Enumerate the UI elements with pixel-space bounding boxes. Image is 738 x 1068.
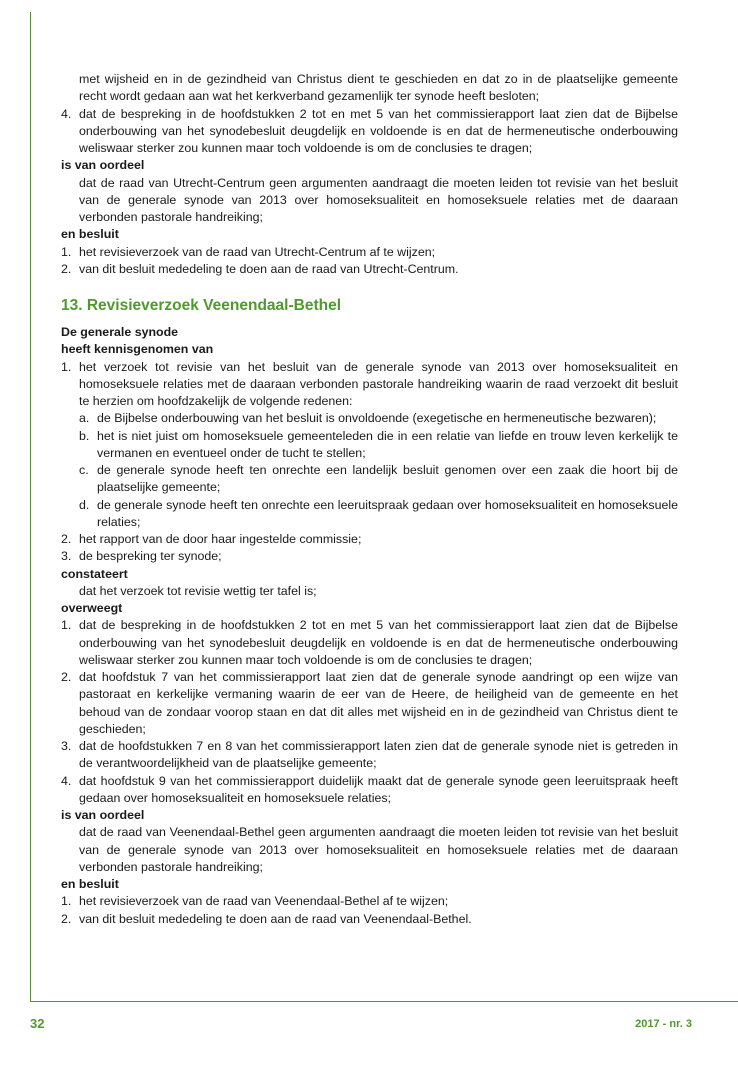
list-text: van dit besluit mededeling te doen aan de raad van Veenendaal-Bethel. — [79, 911, 472, 926]
list-text: dat de hoofdstukken 7 en 8 van het commissierapport laten zien dat de generale synode niet is getreden in de verantwoordelijkheid van de plaatselijke gemeente; — [79, 739, 678, 771]
continuation-text: met wijsheid en in de gezindheid van Christus dient te geschieden en dat zo in de plaatselijke gemeente recht wordt gedaan aan wat het kerkverband gezamenlijk ter synode heeft besloten; — [79, 72, 678, 104]
list-number: 4. — [61, 773, 72, 788]
sub-list-letter: c. — [79, 463, 89, 477]
sub-list-text: de Bijbelse onderbouwing van het besluit is onvoldoende (exegetische en hermeneutische bezwaren); — [97, 411, 657, 426]
list-text: van dit besluit mededeling te doen aan de raad van Utrecht-Centrum. — [79, 261, 459, 276]
list-number: 2. — [61, 911, 72, 926]
besluit-label: en besluit — [61, 227, 119, 242]
issue-label: 2017 - nr. 3 — [635, 1018, 692, 1030]
list-item — [61, 669, 678, 738]
margin-rule-horizontal — [30, 1001, 738, 1002]
section-heading: 13. Revisieverzoek Veenendaal-Bethel — [61, 297, 342, 314]
list-number: 2. — [61, 261, 72, 276]
list-text: het verzoek tot revisie van het besluit van de generale synode van 2013 over homoseksualiteit en homoseksuele relaties met de daaraan verbonden pastorale handreiking waarin de raad verzoekt dit besluit te herzien om hoofdzakelijk de volgende redenen: — [79, 359, 678, 408]
overweegt-label: overweegt — [61, 601, 123, 615]
constateert-text: dat het verzoek tot revisie wettig ter tafel is; — [79, 583, 317, 598]
list-text: het rapport van de door haar ingestelde commissie; — [79, 532, 362, 546]
list-item — [61, 911, 678, 928]
page-number: 32 — [30, 1016, 45, 1031]
sub-list-text: de generale synode heeft ten onrechte een leeruitspraak gedaan over homoseksualiteit en homoseksuele relaties; — [97, 497, 678, 529]
list-number: 4. — [61, 106, 72, 121]
sub-list-text: het is niet juist om homoseksuele gemeenteleden die in een relatie van liefde en trouw leven kerkelijk te vermanen en eventueel onder de tucht te stellen; — [97, 428, 678, 460]
list-item — [61, 893, 678, 910]
sub-list-letter: a. — [79, 411, 90, 426]
list-number: 3. — [61, 549, 72, 564]
sub-list-item — [61, 428, 678, 463]
sub-list-letter: b. — [79, 428, 90, 443]
list-text: het revisieverzoek van de raad van Utrecht-Centrum af te wijzen; — [79, 244, 436, 259]
list-number: 1. — [61, 618, 72, 633]
list-item — [61, 617, 678, 669]
kennisgenomen-label: heeft kennisgenomen van — [61, 342, 214, 357]
sub-list-text: de generale synode heeft ten onrechte een landelijk besluit genomen over een zaak die hoort bij de plaatselijke gemeente; — [97, 463, 678, 495]
list-text: dat de bespreking in de hoofdstukken 2 tot en met 5 van het commissierapport laat zien dat de Bijbelse onderbouwing van het synodebesluit deugdelijk en voldoende is en dat de hermeneutische onderbouwing weliswaar sterker zou kunnen maar toch voldoende is om de conclusies te dragen; — [79, 106, 678, 155]
list-number: 2. — [61, 532, 72, 546]
list-item — [61, 548, 678, 565]
list-item — [61, 773, 678, 808]
margin-rule-vertical — [30, 12, 31, 1001]
oordeel-text: dat de raad van Veenendaal-Bethel geen argumenten aandraagt die moeten leiden tot revisie van het besluit van de generale synode van 2013 over homoseksualiteit en homoseksuele relaties met de daaraan verbonden pastorale handreiking; — [79, 825, 678, 874]
list-number: 1. — [61, 359, 72, 374]
list-text: de bespreking ter synode; — [79, 549, 222, 564]
list-text: dat de bespreking in de hoofdstukken 2 tot en met 5 van het commissierapport laat zien dat de Bijbelse onderbouwing van het synodebesluit deugdelijk en voldoende is en dat de hermeneutische onderbouwing weliswaar sterker zou kunnen maar toch voldoende is om de conclusies te dragen; — [79, 618, 678, 667]
sub-list-letter: d. — [79, 497, 90, 512]
sub-list-item — [61, 410, 678, 427]
list-text: dat hoofdstuk 7 van het commissierapport laat zien dat de generale synode aandringt op een wijze van pastoraat en kerkelijke vermaning waarin de eer van de Heere, de heiligheid van de gemeente en het behoud van de zondaar voorop staan en dat dit alles met wijsheid en in de gezindheid van Christus dient te geschieden; — [79, 670, 678, 736]
oordeel-label: is van oordeel — [61, 158, 145, 173]
list-item — [61, 359, 678, 411]
list-text: dat hoofdstuk 9 van het commissierapport duidelijk maakt dat de generale synode geen leeruitspraak heeft gedaan over homoseksualiteit en homoseksuele relaties; — [79, 773, 678, 805]
intro-subject: De generale synode — [61, 325, 179, 339]
oordeel-text: dat de raad van Utrecht-Centrum geen argumenten aandraagt die moeten leiden tot revisie van het besluit van de generale synode van 2013 over homoseksualiteit en homoseksuele relaties met de daaraan verbonden pastorale handreiking; — [79, 175, 678, 224]
list-text: het revisieverzoek van de raad van Veenendaal-Bethel af te wijzen; — [79, 894, 449, 909]
sub-list-item — [61, 497, 678, 532]
list-number: 1. — [61, 894, 72, 909]
list-item — [61, 738, 678, 773]
list-number: 1. — [61, 244, 72, 259]
oordeel-label: is van oordeel — [61, 808, 145, 822]
list-number: 2. — [61, 670, 72, 684]
list-number: 3. — [61, 739, 72, 753]
list-item — [61, 106, 678, 158]
list-item — [61, 261, 678, 278]
list-item — [61, 531, 678, 548]
constateert-label: constateert — [61, 566, 128, 581]
besluit-label: en besluit — [61, 877, 119, 891]
sub-list-item — [61, 462, 678, 497]
page-body — [61, 71, 678, 928]
list-item — [61, 244, 678, 261]
